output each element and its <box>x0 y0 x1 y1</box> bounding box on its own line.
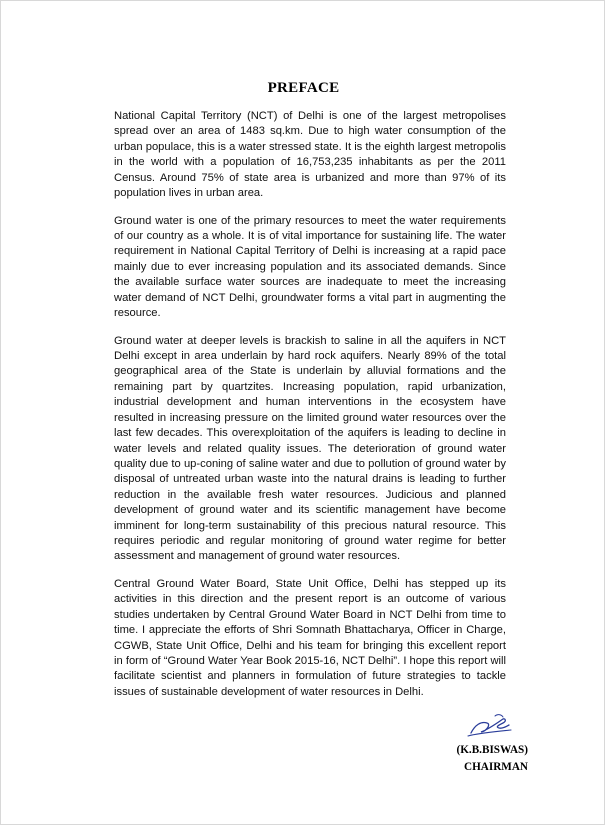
signatory-designation: CHAIRMAN <box>463 761 528 773</box>
paragraph-1: National Capital Territory (NCT) of Delhi is one of the largest metropolises spread over an area of 1483 sq.km. Due to high water consumption of the urban populace, this is a water stressed state. It is the eighth largest metropolis in the world with a population of 16,753,235 inhabitants as per the 2011 Census. Around 75% of state area is urbanized and more than 97% of its population lives in urban area. <box>114 110 506 200</box>
page-title: PREFACE <box>267 80 340 96</box>
paragraph-3: Ground water at deeper levels is brackish to saline in all the aquifers in NCT Delhi except in area underlain by hard rock aquifers. Nearly 89% of the total geographical area of the State is underlain by alluvial formations and the remaining part by quartzites. Increasing population, rapid urbanization, industrial development and human interventions in the ecosystem have resulted in increasing pressure on the limited ground water resources over the last few decades. This overexploitation of the aquifers is leading to decline in water levels and related quality issues. The deterioration of ground water quality due to up-coning of saline water and due to pollution of ground water by disposal of untreated urban waste into the natural drains is leading to further reduction in the available fresh water resources. Judicious and planned development of ground water and its scientific management have become imminent for long-term sustainability of this precious natural resource. This requires periodic and regular monitoring of ground water regime for better assessment and management of ground water resources. <box>114 334 506 563</box>
signatory-name: (K.B.BISWAS) <box>456 744 528 756</box>
paragraph-4: Central Ground Water Board, State Unit Office, Delhi has stepped up its activities in this direction and the present report is an outcome of various studies undertaken by Central Ground Water Board in NCT Delhi from time to time. I appreciate the efforts of Shri Somnath Bhattacharya, Officer in Charge, CGWB, State Unit Office, Delhi and his team for bringing this excellent report in form of “Ground Water Year Book 2015-16, NCT Delhi”. I hope this report will facilitate scientist and planners in formulation of future strategies to tackle issues of sustainable development of water resources in Delhi. <box>114 577 506 698</box>
signature-block <box>381 711 531 811</box>
handwritten-signature <box>465 711 513 741</box>
paragraph-2: Ground water is one of the primary resources to meet the water requirements of our country as a whole. It is of vital importance for sustaining life. The water requirement in National Capital Territory of Delhi is increasing at a rapid pace mainly due to ever increasing population and its associated demands. Since the available surface water sources are inadequate to meet the increasing water demand of NCT Delhi, groundwater forms a vital part in augmenting the resource. <box>114 214 506 320</box>
body-text <box>114 109 506 712</box>
